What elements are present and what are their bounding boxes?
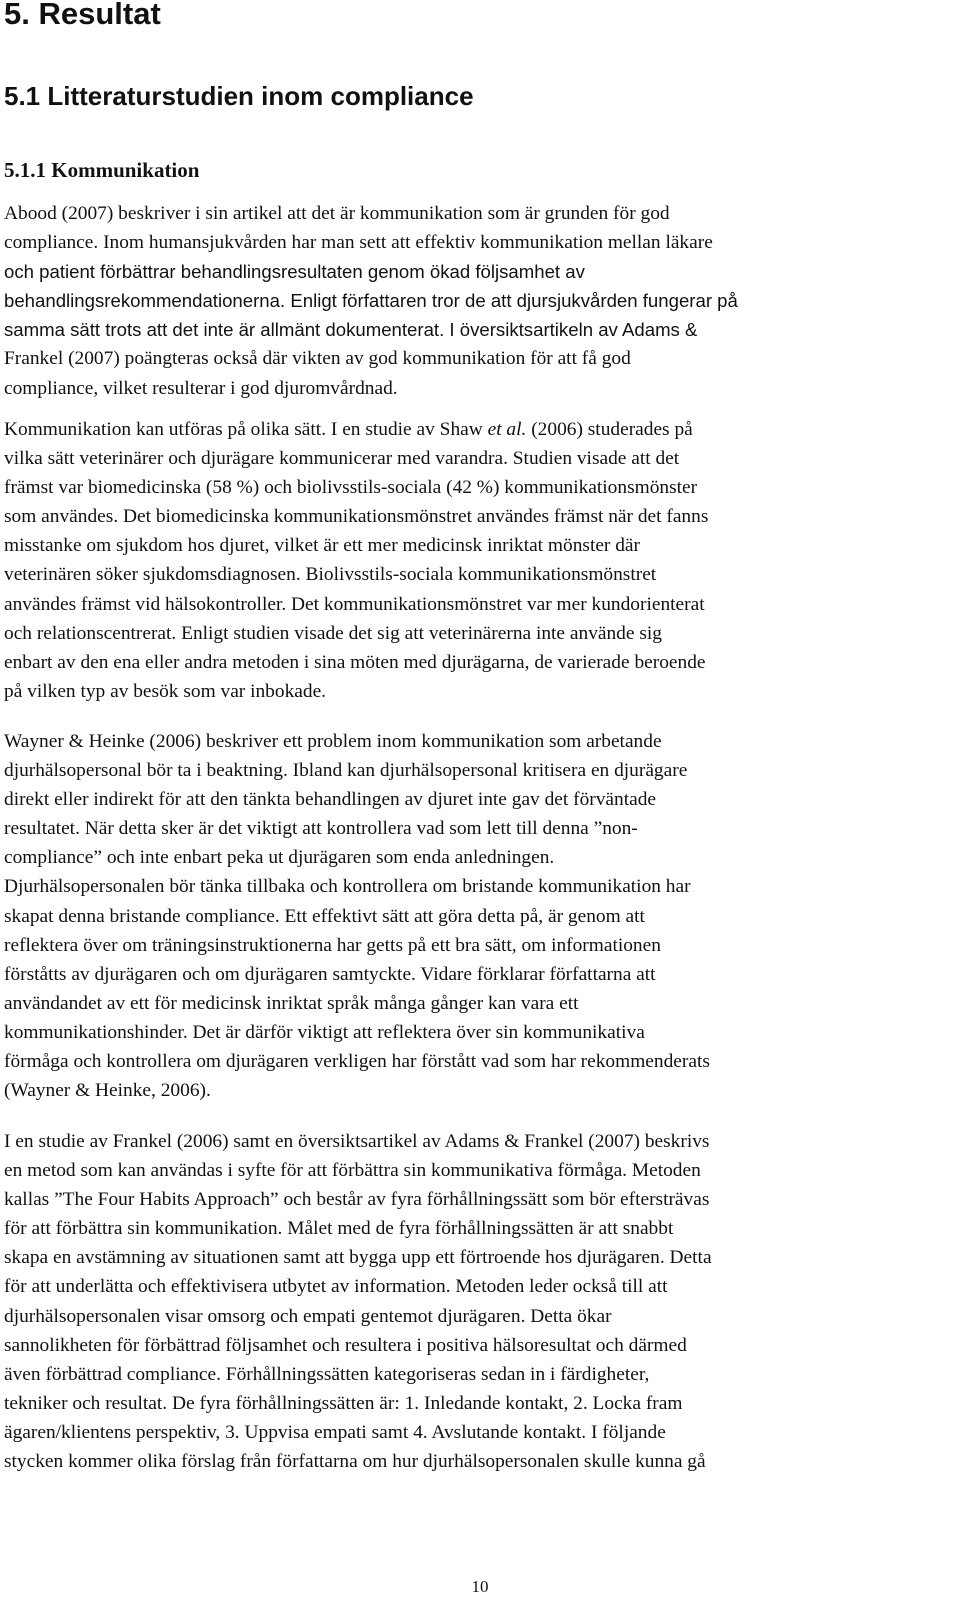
text-line: sannolikheten för förbättrad följsamhet och resultera i positiva hälsoresultat och därmed	[4, 1334, 687, 1356]
text-line: stycken kommer olika förslag från författarna om hur djurhälsopersonalen skulle kunna gå	[4, 1451, 706, 1473]
text-line: en metod som kan användas i syfte för att förbättra sin kommunikativa förmåga. Metoden	[4, 1160, 701, 1182]
page-number: 10	[471, 1577, 489, 1596]
paragraph-abood	[4, 199, 954, 403]
text-line: direkt eller indirekt för att den tänkta behandlingen av djuret inte gav det förväntade	[4, 789, 657, 811]
text-line: förståtts av djurägaren och om djurägaren samtyckte. Vidare förklarar författarna att	[4, 963, 656, 985]
text-line: främst var biomedicinska (58 %) och biolivsstils-sociala (42 %) kommunikationsmönster	[4, 477, 698, 499]
text-line: vilka sätt veterinärer och djurägare kommunicerar med varandra. Studien visade att det	[4, 448, 680, 470]
text-line: och patient förbättrar behandlingsresultaten genom ökad följsamhet av	[4, 261, 585, 283]
text-line: reflektera över om träningsinstruktionerna har getts på ett bra sätt, om informationen	[4, 934, 661, 956]
text-line: för att underlätta och effektivisera utbytet av information. Metoden leder också till att	[4, 1276, 668, 1298]
text-line: compliance, vilket resulterar i god djuromvårdnad.	[4, 377, 398, 399]
text-line: som användes. Det biomedicinska kommunikationsmönstret användes främst när det fanns	[4, 506, 709, 528]
paragraph-four-habits	[4, 1127, 954, 1476]
text-line: samma sätt trots att det inte är allmänt dokumenterat. I översiktsartikeln av Adams &	[4, 319, 698, 341]
text-line: djurhälsopersonal bör ta i beaktning. Ibland kan djurhälsopersonal kritisera en djurägare	[4, 760, 688, 782]
text-line: Djurhälsopersonalen bör tänka tillbaka och kontrollera om bristande kommunikation har	[4, 876, 691, 898]
paragraph-wayner-heinke	[4, 727, 954, 1105]
text-line: Kommunikation kan utföras på olika sätt. I en studie av Shaw et al. (2006) studerades på	[4, 419, 693, 440]
text-line: på vilken typ av besök som var inbokade.	[4, 680, 327, 702]
text-line: skapa en avstämning av situationen samt att bygga upp ett förtroende hos djurägaren. Detta	[4, 1247, 712, 1269]
text-line: även förbättrad compliance. Förhållningssätten kategoriseras sedan in i färdigheter,	[4, 1363, 650, 1385]
text-line: Abood (2007) beskriver i sin artikel att det är kommunikation som är grunden för god	[4, 203, 670, 224]
text-line: I en studie av Frankel (2006) samt en översiktsartikel av Adams & Frankel (2007) beskrivs	[4, 1131, 710, 1152]
text-line: och relationscentrerat. Enligt studien visade det sig att veterinärerna inte använde sig	[4, 622, 662, 644]
text-line: djurhälsopersonalen visar omsorg och empati gentemot djurägaren. Detta ökar	[4, 1305, 612, 1327]
subsection-heading: 5.1 Litteraturstudien inom compliance	[4, 81, 474, 111]
text-line: (Wayner & Heinke, 2006).	[4, 1080, 211, 1102]
text-line: användandet av ett för medicinsk inriktat språk många gånger kan vara ett	[4, 992, 579, 1014]
text-line: misstanke om sjukdom hos djuret, vilket är ett mer medicinsk inriktat mönster där	[4, 535, 640, 557]
text-line: skapat denna bristande compliance. Ett effektivt sätt att göra detta på, är genom att	[4, 905, 645, 927]
text-line: compliance” och inte enbart peka ut djurägaren som enda anledningen.	[4, 847, 555, 869]
text-line: förmåga och kontrollera om djurägaren verkligen har förstått vad som har rekommenderats	[4, 1051, 710, 1073]
text-line: enbart av den ena eller andra metoden i sina möten med djurägarna, de varierade beroende	[4, 651, 706, 673]
text-line: tekniker och resultat. De fyra förhållningssätten är: 1. Inledande kontakt, 2. Locka fram	[4, 1392, 683, 1414]
text-line: veterinären söker sjukdomsdiagnosen. Biolivsstils-sociala kommunikationsmönstret	[4, 564, 657, 586]
text-line: ägaren/klientens perspektiv, 3. Uppvisa empati samt 4. Avslutande kontakt. I följande	[4, 1421, 666, 1443]
subsubsection-heading: 5.1.1 Kommunikation	[4, 158, 200, 182]
text-line: resultatet. När detta sker är det viktigt att kontrollera vad som lett till denna ”non-	[4, 818, 638, 840]
text-line: behandlingsrekommendationerna. Enligt författaren tror de att djursjukvården fungerar på	[4, 290, 738, 312]
text-line: användes främst vid hälsokontroller. Det kommunikationsmönstret var mer kundorienterat	[4, 593, 705, 615]
section-heading: 5. Resultat	[4, 0, 161, 31]
text-line: för att förbättra sin kommunikation. Målet med de fyra förhållningssätten är att snabbt	[4, 1218, 674, 1240]
text-line: kallas ”The Four Habits Approach” och består av fyra förhållningssätt som bör eftersträvas	[4, 1189, 710, 1211]
paragraph-shaw	[4, 415, 954, 706]
text-line: compliance. Inom humansjukvården har man sett att effektiv kommunikation mellan läkare	[4, 232, 713, 254]
text-line: Frankel (2007) poängteras också där vikten av god kommunikation för att få god	[4, 348, 631, 370]
text-line: Wayner & Heinke (2006) beskriver ett problem inom kommunikation som arbetande	[4, 731, 662, 752]
text-line: kommunikationshinder. Det är därför viktigt att reflektera över sin kommunikativa	[4, 1021, 645, 1043]
